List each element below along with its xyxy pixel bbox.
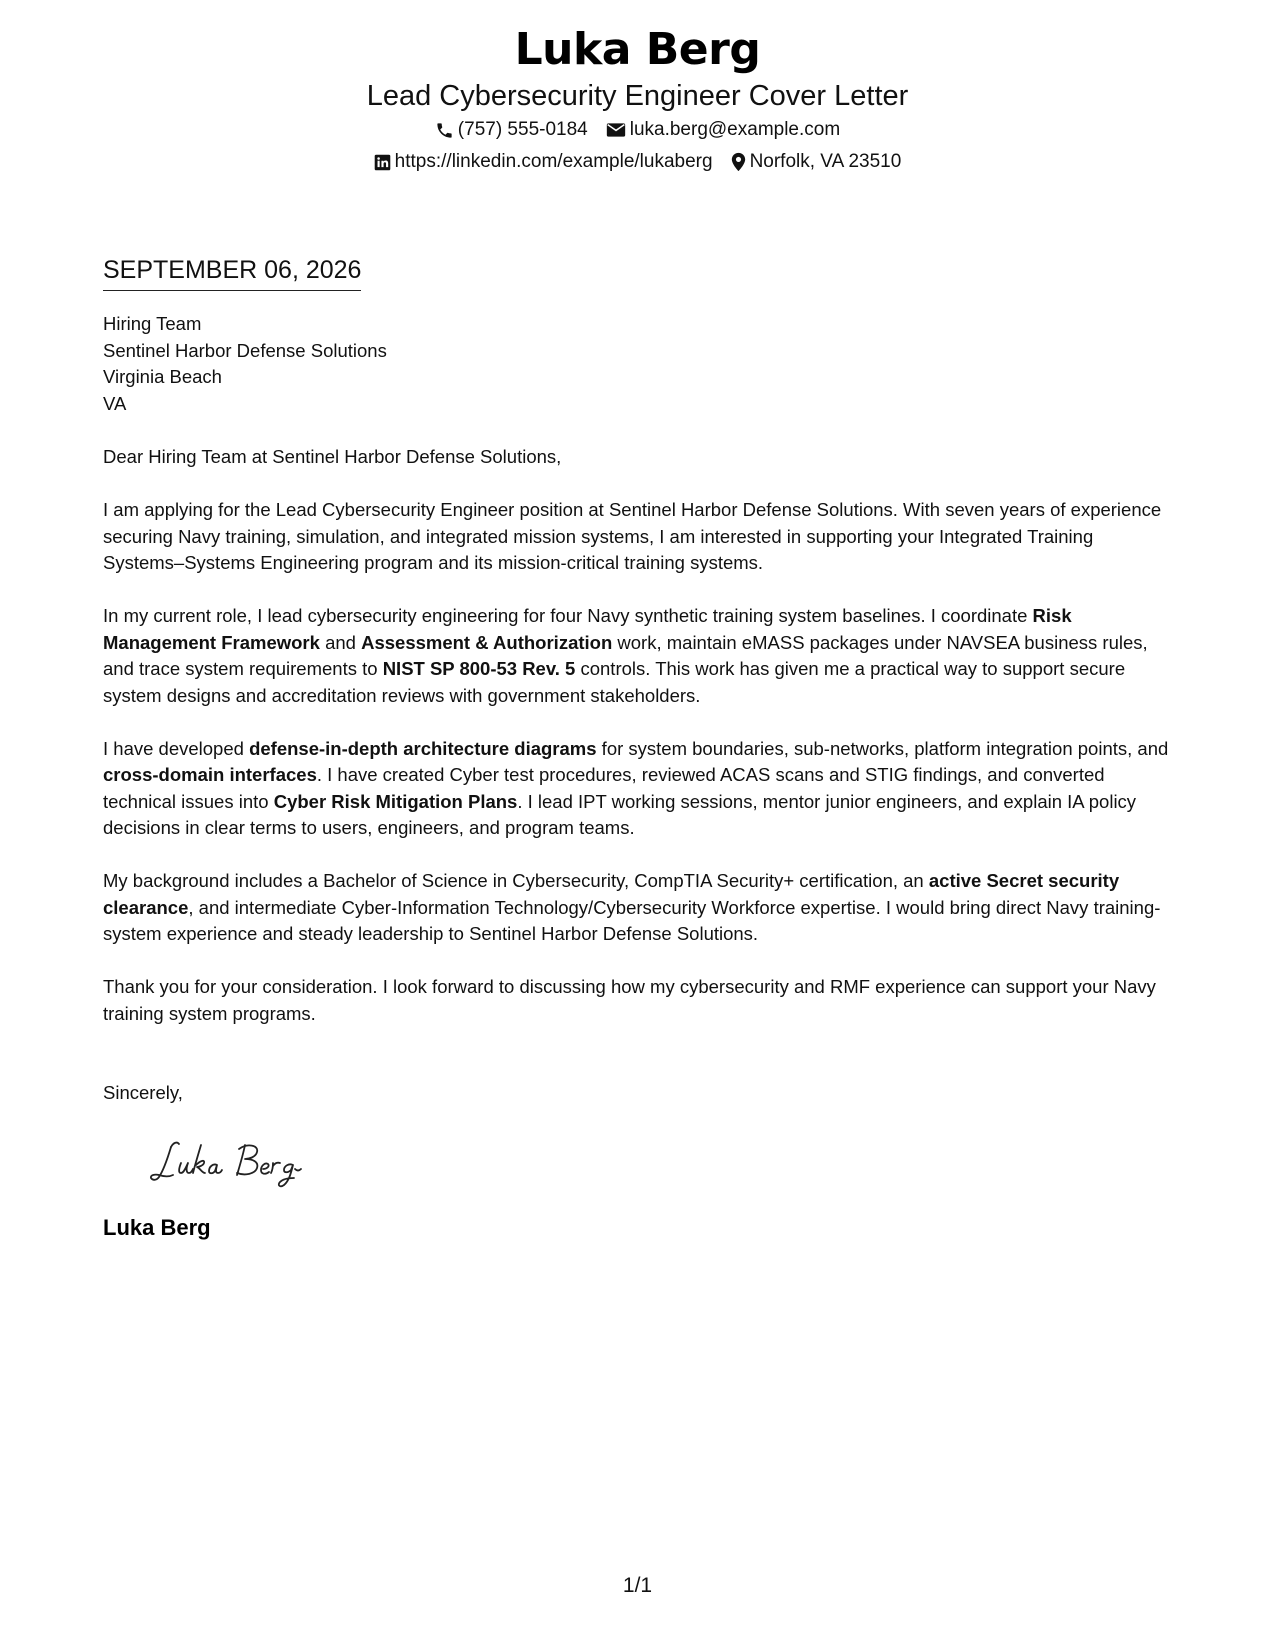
- paragraph-text: , and intermediate Cyber-Information Technology/Cybersecurity Workforce expertise. I would bring direct Navy training-system experience and steady leadership to Sentinel Harbor Defense Solutions.: [103, 896, 1161, 944]
- email-address: luka.berg@example.com: [629, 119, 841, 140]
- contact-phone: [435, 116, 588, 144]
- paragraph-experience: [103, 736, 1178, 842]
- map-pin-icon: [731, 152, 746, 172]
- emphasis-architecture: defense-in-depth architecture diagrams: [249, 737, 597, 759]
- closing-phrase: Sincerely,: [103, 1082, 183, 1103]
- emphasis-a-and-a: Assessment & Authorization: [361, 631, 613, 653]
- paragraph-intro: [103, 497, 1178, 577]
- page-number: 1/1: [622, 1574, 653, 1597]
- emphasis-cross-domain: cross-domain interfaces: [103, 764, 317, 785]
- emphasis-nist: NIST SP 800-53 Rev. 5: [382, 658, 576, 679]
- contact-email[interactable]: [606, 116, 840, 144]
- contact-row-secondary: [0, 148, 1275, 176]
- applicant-name: Luka Berg: [514, 24, 761, 75]
- paragraph-text: and: [319, 631, 362, 653]
- document-title: Lead Cybersecurity Engineer Cover Letter: [366, 80, 909, 112]
- recipient-line: Virginia Beach: [103, 366, 222, 387]
- paragraph-text: I am applying for the Lead Cybersecurity Engineer position at Sentinel Harbor Defense Solutions. With seven years of experience securing Navy training, simulation, and integrated mission systems, I am interested in supporting your Integrated Training Systems–Systems Engineering program and its mission-critical training systems.: [103, 499, 1162, 573]
- recipient-line: Sentinel Harbor Defense Solutions: [103, 339, 387, 361]
- signer-name: Luka Berg: [103, 1214, 211, 1240]
- letter-date: SEPTEMBER 06, 2026: [103, 254, 361, 291]
- linkedin-icon: [374, 154, 391, 171]
- contact-row-primary: [0, 116, 1275, 144]
- emphasis-clearance: active Secret security clearance: [103, 870, 1120, 918]
- paragraph-text: controls. This work has given me a practical way to support secure system designs and accreditation reviews with government stakeholders.: [103, 658, 1126, 706]
- contact-linkedin[interactable]: [374, 148, 713, 176]
- location-text: Norfolk, VA 23510: [749, 151, 902, 172]
- paragraph-text: . I have created Cyber test procedures, reviewed ACAS scans and STIG findings, and converted technical issues into: [103, 764, 1105, 812]
- paragraph-background: [103, 868, 1178, 948]
- envelope-icon: [606, 122, 626, 138]
- recipient-address: [103, 311, 1178, 417]
- letter-body: [103, 254, 1178, 1243]
- paragraph-text: Thank you for your consideration. I look forward to discussing how my cybersecurity and RMF experience can support your Navy training system programs.: [103, 976, 1156, 1024]
- paragraph-text: In my current role, I lead cybersecurity engineering for four Navy synthetic training system baselines. I coordinate: [103, 605, 1033, 626]
- salutation: Dear Hiring Team at Sentinel Harbor Defense Solutions,: [103, 446, 562, 467]
- paragraph-text: . I lead IPT working sessions, mentor junior engineers, and explain IA policy decisions in clear terms to users, engineers, and program teams.: [103, 790, 1137, 838]
- emphasis-mitigation: Cyber Risk Mitigation Plans: [273, 790, 518, 812]
- contact-location: [731, 148, 902, 176]
- paragraph-text: I have developed: [103, 737, 250, 759]
- phone-icon: [435, 121, 454, 140]
- recipient-line: Hiring Team: [103, 313, 202, 334]
- signature-drawing: [149, 1129, 349, 1199]
- paragraph-closing: [103, 974, 1178, 1027]
- paragraph-current-role: [103, 603, 1178, 709]
- linkedin-url: https://linkedin.com/example/lukaberg: [394, 151, 713, 172]
- recipient-line: VA: [103, 392, 127, 414]
- paragraph-text: for system boundaries, sub-networks, platform integration points, and: [596, 737, 1169, 759]
- emphasis-rmf: Risk Management Framework: [103, 605, 1072, 653]
- phone-number: (757) 555-0184: [457, 119, 588, 140]
- letter-header: [0, 24, 1275, 176]
- paragraph-text: My background includes a Bachelor of Science in Cybersecurity, CompTIA Security+ certification, an: [103, 870, 929, 891]
- handwritten-signature: [149, 1129, 1178, 1199]
- paragraph-text: work, maintain eMASS packages under NAVSEA business rules, and trace system requirements to: [103, 631, 1148, 679]
